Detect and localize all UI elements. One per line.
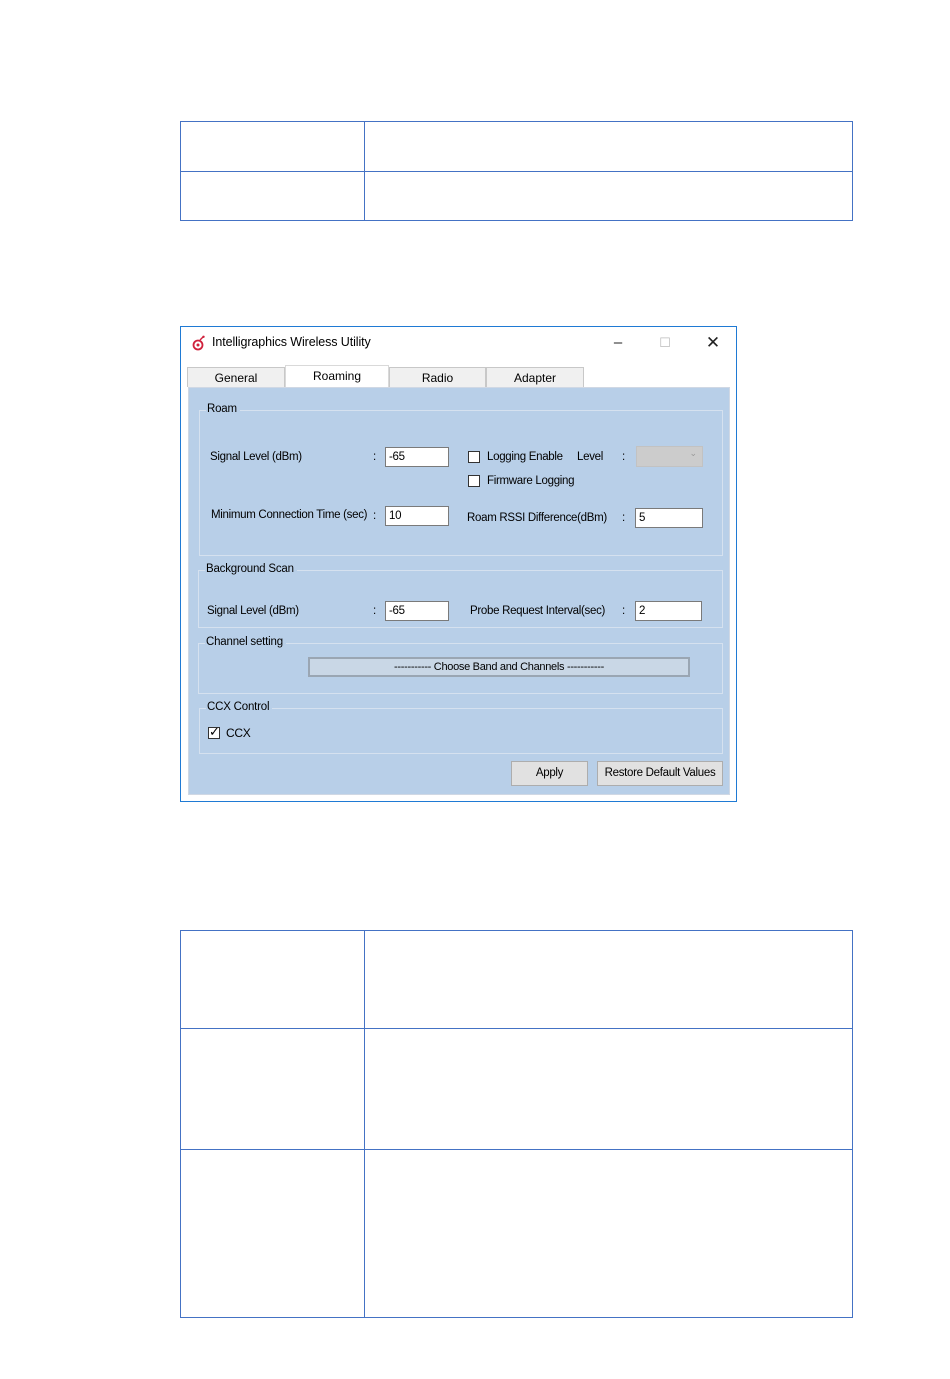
doc-table-bottom (180, 930, 853, 1318)
minimize-button[interactable]: – (613, 334, 623, 351)
logging-enable-checkbox[interactable] (468, 451, 480, 463)
close-button[interactable]: ✕ (705, 333, 721, 352)
doc-table-row (181, 931, 852, 1028)
roam-group (199, 403, 723, 556)
doc-table-cell (365, 122, 852, 171)
tab-radio[interactable]: Radio (389, 367, 486, 387)
level-dropdown[interactable] (636, 446, 703, 467)
bg-signal-level-label: Signal Level (dBm) (207, 605, 299, 617)
tab-adapter[interactable]: Adapter (486, 367, 584, 387)
doc-table-top (180, 121, 853, 221)
channel-setting-group-title: Channel setting (205, 636, 286, 648)
doc-table-cell (181, 1150, 365, 1317)
min-connection-time-input[interactable]: 10 (385, 506, 449, 526)
maximize-button[interactable]: ☐ (659, 335, 671, 350)
doc-table-cell (365, 172, 852, 220)
signal-level-label: Signal Level (dBm) (210, 451, 302, 463)
doc-table-row (181, 1149, 852, 1317)
choose-band-channels-button[interactable]: ----------- Choose Band and Channels ----------- (308, 657, 690, 677)
channel-setting-group (198, 636, 723, 694)
roam-rssi-input[interactable]: 5 (635, 508, 703, 528)
ccx-control-group-title: CCX Control (206, 701, 272, 713)
min-connection-time-label: Minimum Connection Time (sec) (211, 509, 368, 521)
bg-signal-level-input[interactable]: -65 (385, 601, 449, 621)
colon: : (622, 451, 626, 463)
doc-table-row (181, 171, 852, 220)
doc-table-cell (365, 931, 852, 1028)
colon: : (373, 451, 377, 463)
logging-enable-label: Logging Enable (487, 451, 563, 463)
checkmark-icon: ✓ (209, 724, 220, 739)
roam-rssi-label: Roam RSSI Difference(dBm) (467, 512, 607, 524)
background-scan-group-title: Background Scan (205, 563, 297, 575)
doc-table-row (181, 1028, 852, 1149)
app-logo-icon (192, 335, 206, 351)
chevron-down-icon: ⌄ (689, 448, 697, 458)
apply-button[interactable]: Apply (511, 761, 588, 786)
probe-request-interval-input[interactable]: 2 (635, 601, 702, 621)
window-title: Intelligraphics Wireless Utility (212, 335, 371, 349)
firmware-logging-checkbox[interactable] (468, 475, 480, 487)
doc-table-cell (181, 1029, 365, 1149)
firmware-logging-label: Firmware Logging (487, 475, 575, 487)
ccx-label: CCX (226, 726, 251, 740)
doc-table-cell (181, 172, 365, 220)
doc-table-cell (365, 1029, 852, 1149)
colon: : (622, 512, 626, 524)
title-bar (181, 327, 736, 359)
restore-default-values-button[interactable]: Restore Default Values (597, 761, 723, 786)
doc-table-cell (181, 122, 365, 171)
level-label: Level (577, 451, 603, 463)
roam-group-title: Roam (206, 403, 240, 415)
doc-table-row (181, 122, 852, 171)
doc-table-cell (365, 1150, 852, 1317)
app-window (180, 326, 737, 802)
roaming-panel (188, 387, 730, 795)
colon: : (373, 510, 377, 522)
doc-table-cell (181, 931, 365, 1028)
colon: : (622, 605, 626, 617)
ccx-checkbox[interactable] (208, 724, 220, 739)
tab-roaming[interactable]: Roaming (285, 365, 389, 387)
colon: : (373, 605, 377, 617)
ccx-control-group (199, 701, 723, 754)
probe-request-interval-label: Probe Request Interval(sec) (470, 605, 606, 617)
tab-general[interactable]: General (187, 367, 285, 387)
background-scan-group (198, 563, 723, 628)
signal-level-input[interactable]: -65 (385, 447, 449, 467)
